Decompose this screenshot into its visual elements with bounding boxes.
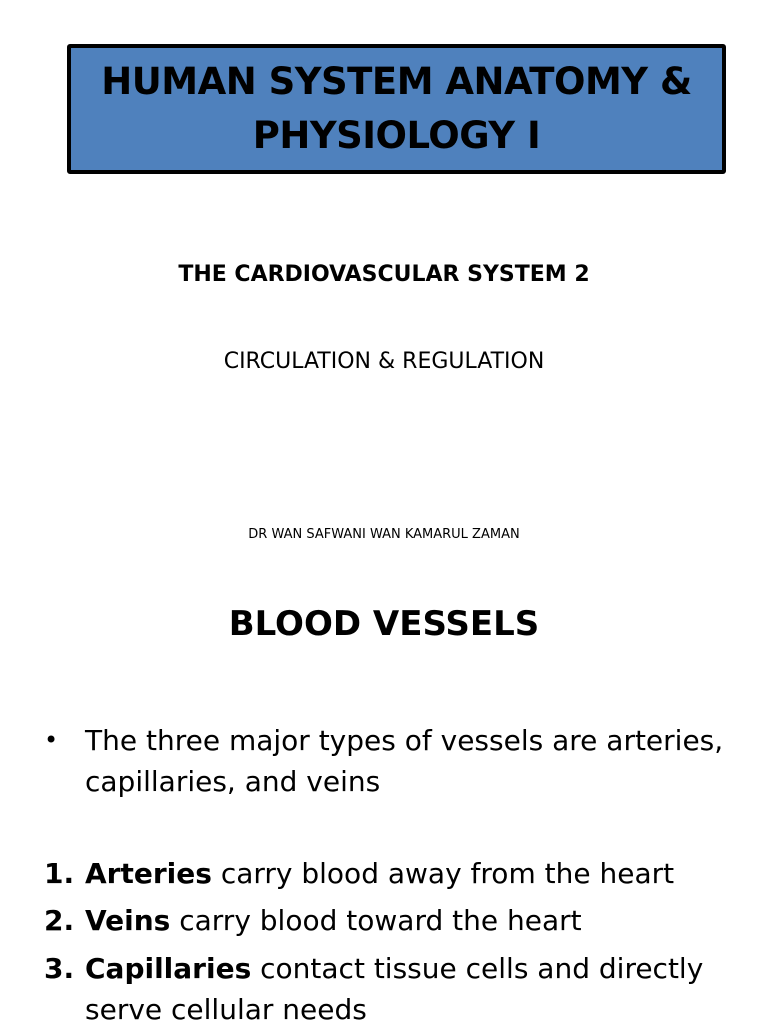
list-item (44, 948, 764, 1030)
author-name: DR WAN SAFWANI WAN KAMARUL ZAMAN (248, 527, 520, 542)
list-term: Veins (85, 904, 171, 937)
list-number: 2. (44, 904, 75, 937)
list-term: Arteries (85, 857, 212, 890)
list-item (44, 900, 764, 941)
list-number: 3. (44, 952, 75, 985)
list-text (85, 900, 582, 941)
list-text (85, 853, 674, 894)
list-description: contact tissue cells and directly serve cellular needs (85, 952, 704, 1026)
bullet-item (44, 720, 744, 802)
list-description: carry blood away from the heart (211, 857, 675, 890)
section-heading: BLOOD VESSELS (228, 604, 540, 644)
list-term: Capillaries (85, 952, 252, 985)
list-description: carry blood toward the heart (170, 904, 582, 937)
slide-subtitle: THE CARDIOVASCULAR SYSTEM 2 (178, 262, 590, 287)
bullet-text: The three major types of vessels are arteries, capillaries, and veins (85, 724, 724, 798)
list-number: 1. (44, 857, 75, 890)
bullet-icon: • (44, 726, 59, 754)
list-item (44, 853, 764, 894)
slide-title: HUMAN SYSTEM ANATOMY & PHYSIOLOGY I (101, 60, 692, 157)
list-text (85, 948, 764, 1030)
slide-subtitle-secondary: CIRCULATION & REGULATION (223, 349, 545, 374)
title-box (67, 44, 726, 174)
